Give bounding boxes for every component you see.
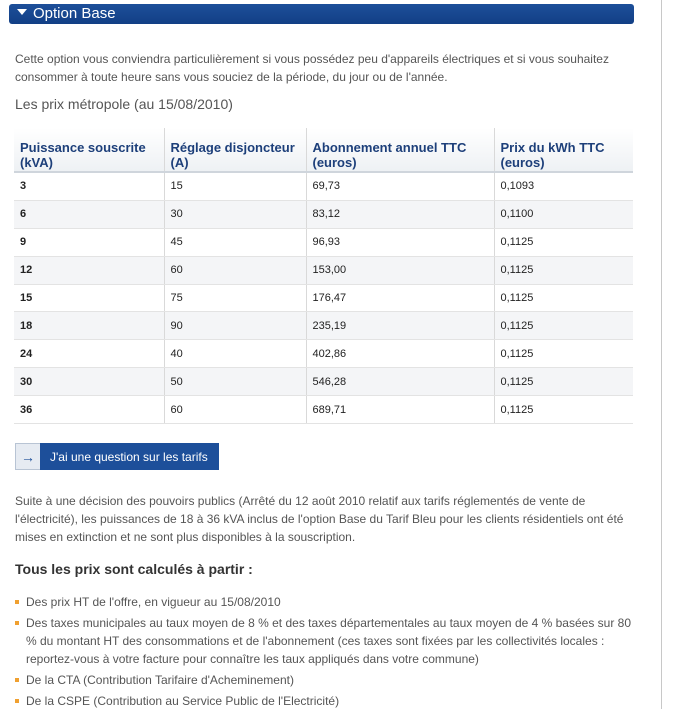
table-cell: 15 <box>14 284 164 312</box>
intro-text: Cette option vous conviendra particulièrement si vous possédez peu d'appareils électriques et si vous souhaitez consommer à toute heure sans vous souciez de la période, du jour ou de l'année. <box>15 52 609 84</box>
table-cell: 24 <box>14 340 164 368</box>
table-row <box>14 340 633 368</box>
option-base-toggle[interactable] <box>9 4 634 24</box>
table-cell: 12 <box>14 256 164 284</box>
table-cell: 0,1125 <box>494 368 633 396</box>
table-cell: 90 <box>164 312 306 340</box>
question-button-label: J'ai une question sur les tarifs <box>40 443 219 470</box>
list-item <box>15 614 640 668</box>
column-header: Puissance souscrite (kVA) <box>14 128 164 172</box>
arrow-right-icon: → <box>15 443 40 470</box>
table-row <box>14 368 633 396</box>
bullet-icon <box>15 699 19 703</box>
table-cell: 60 <box>164 396 306 424</box>
table-row <box>14 312 633 340</box>
table-cell: 0,1125 <box>494 396 633 424</box>
table-cell: 0,1100 <box>494 200 633 228</box>
bullet-icon <box>15 678 19 682</box>
table-row <box>14 396 633 424</box>
list-item <box>15 593 640 611</box>
list-item-text: Des prix HT de l'offre, en vigueur au 15/08/2010 <box>26 595 281 609</box>
column-header: Réglage disjoncteur (A) <box>164 128 306 172</box>
table-cell: 96,93 <box>306 228 494 256</box>
table-cell: 45 <box>164 228 306 256</box>
table-row <box>14 284 633 312</box>
table-cell: 689,71 <box>306 396 494 424</box>
table-cell: 153,00 <box>306 256 494 284</box>
scroll-edge-divider <box>661 0 662 709</box>
table-cell: 3 <box>14 172 164 200</box>
table-cell: 0,1093 <box>494 172 633 200</box>
table-cell: 0,1125 <box>494 340 633 368</box>
table-cell: 546,28 <box>306 368 494 396</box>
column-header: Prix du kWh TTC (euros) <box>494 128 633 172</box>
table-cell: 9 <box>14 228 164 256</box>
section-title: Option Base <box>33 5 116 22</box>
table-row <box>14 172 633 200</box>
table-cell: 30 <box>14 368 164 396</box>
bullet-icon <box>15 621 19 625</box>
calc-heading: Tous les prix sont calculés à partir : <box>15 561 253 577</box>
list-item <box>15 671 640 689</box>
table-body <box>14 172 633 424</box>
table-cell: 15 <box>164 172 306 200</box>
table-cell: 50 <box>164 368 306 396</box>
tarif-table <box>14 128 633 424</box>
table-cell: 176,47 <box>306 284 494 312</box>
table-row <box>14 200 633 228</box>
question-tarifs-button[interactable] <box>15 443 219 470</box>
table-cell: 0,1125 <box>494 284 633 312</box>
table-row <box>14 228 633 256</box>
list-item <box>15 692 640 709</box>
table-cell: 36 <box>14 396 164 424</box>
triangle-down-icon <box>17 9 27 15</box>
bullet-icon <box>15 600 19 604</box>
calc-list <box>15 593 640 709</box>
table-header-row <box>14 128 633 172</box>
table-cell: 0,1125 <box>494 312 633 340</box>
table-cell: 6 <box>14 200 164 228</box>
list-item-text: De la CTA (Contribution Tarifaire d'Acheminement) <box>26 673 294 687</box>
table-cell: 60 <box>164 256 306 284</box>
list-item-text: De la CSPE (Contribution au Service Public de l'Electricité) <box>26 694 340 708</box>
prices-title: Les prix métropole (au 15/08/2010) <box>15 96 233 112</box>
table-cell: 18 <box>14 312 164 340</box>
table-cell: 40 <box>164 340 306 368</box>
column-header: Abonnement annuel TTC (euros) <box>306 128 494 172</box>
table-cell: 0,1125 <box>494 228 633 256</box>
list-item-text: Des taxes municipales au taux moyen de 8 % et des taxes départementales au taux moyen de 4 % basées sur 80 % du montant HT des consommations et de l'abonnement (ces taxes sont fixées par les collectivités locales : reportez-vous à votre facture pour connaître les taux appliqués dans votre commune) <box>26 616 632 666</box>
table-cell: 235,19 <box>306 312 494 340</box>
table-cell: 30 <box>164 200 306 228</box>
table-cell: 69,73 <box>306 172 494 200</box>
table-cell: 0,1125 <box>494 256 633 284</box>
table-cell: 75 <box>164 284 306 312</box>
table-cell: 83,12 <box>306 200 494 228</box>
table-cell: 402,86 <box>306 340 494 368</box>
notice-text: Suite à une décision des pouvoirs publics (Arrêté du 12 août 2010 relatif aux tarifs réglementés de vente de l'électricité), les puissances de 18 à 36 kVA inclus de l'option Base du Tarif Bleu pour les clients résidentiels ont été mises en extinction et ne sont plus disponibles à la souscription. <box>15 494 624 544</box>
table-row <box>14 256 633 284</box>
